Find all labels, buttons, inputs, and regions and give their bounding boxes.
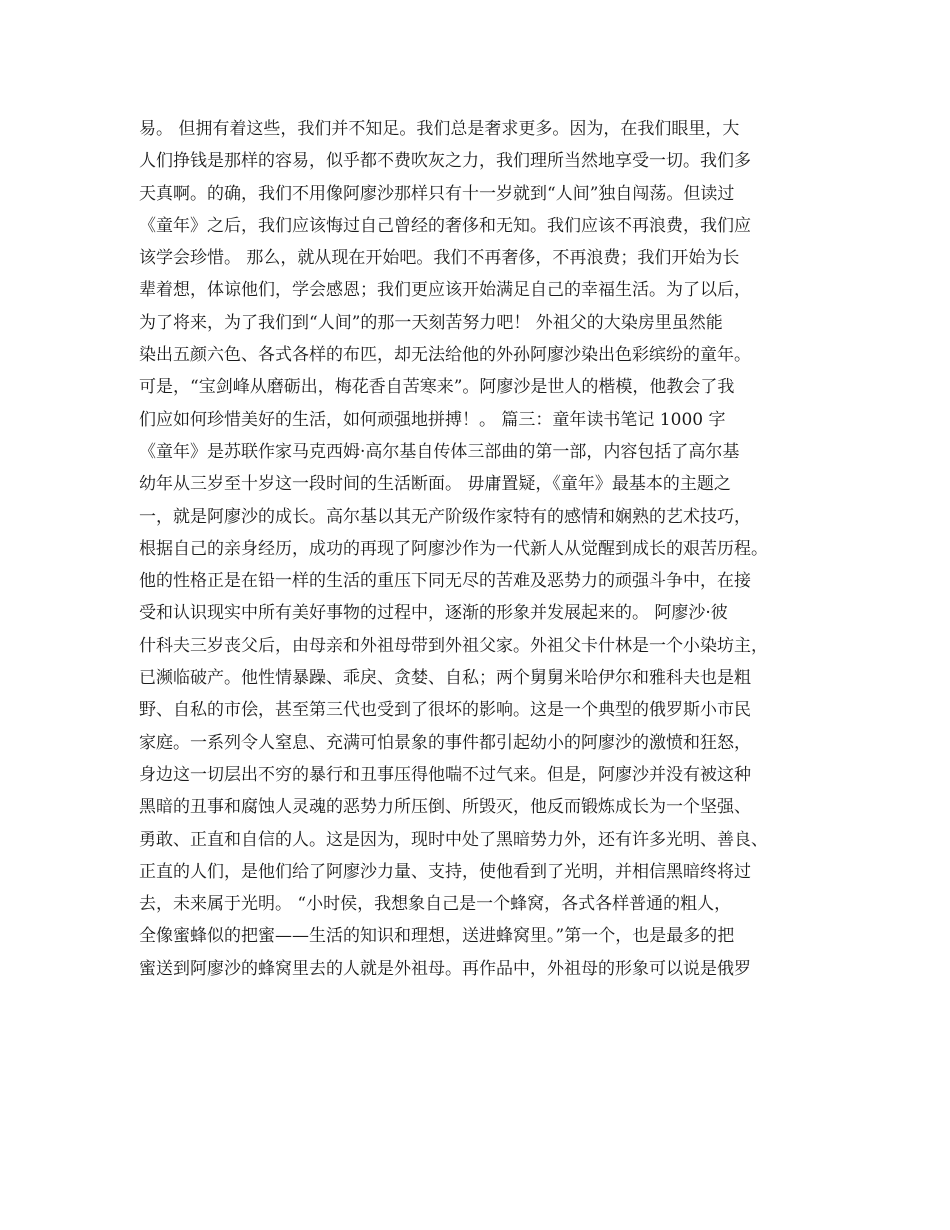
text-line: 染出五颜六色、各式各样的布匹，却无法给他的外孙阿廖沙染出色彩缤纷的童年。: [139, 345, 751, 366]
text-line: 辈着想，体谅他们，学会感恩；我们更应该开始满足自己的幸福生活。为了以后，: [139, 280, 751, 301]
text-line: 身边这一切层出不穷的暴行和丑事压得他喘不过气来。但是，阿廖沙并没有被这种: [139, 764, 751, 785]
text-line: 们应如何珍惜美好的生活，如何顽强地拼搏！。 篇三：童年读书笔记 1000 字: [139, 409, 726, 430]
text-line: 受和认识现实中所有美好事物的过程中，逐渐的形象并发展起来的。 阿廖沙·彼: [139, 603, 728, 624]
text-line: 易。 但拥有着这些，我们并不知足。我们总是奢求更多。因为，在我们眼里，大: [139, 119, 740, 139]
text-line: 正直的人们，是他们给了阿廖沙力量、支持，使他看到了光明，并相信黑暗终将过: [139, 861, 751, 882]
text-line: 家庭。一系列令人窒息、充满可怕景象的事件都引起幼小的阿廖沙的激愤和狂怒，: [139, 732, 751, 753]
text-line: 《童年》之后，我们应该悔过自己曾经的奢侈和无知。我们应该不再浪费，我们应: [139, 215, 751, 236]
text-line: 勇敢、正直和自信的人。这是因为，现时中处了黑暗势力外，还有许多光明、善良、: [139, 829, 768, 850]
text-line: 黑暗的丑事和腐蚀人灵魂的恶势力所压倒、所毁灭，他反而锻炼成长为一个坚强、: [139, 797, 751, 818]
text-line: 该学会珍惜。 那么，就从现在开始吧。我们不再奢侈，不再浪费；我们开始为长: [139, 248, 740, 269]
text-line: 去，未来属于光明。 “小时侯，我想象自己是一个蜂窝，各式各样普通的粗人，: [139, 894, 732, 915]
text-line: 根据自己的亲身经历，成功的再现了阿廖沙作为一代新人从觉醒到成长的艰苦历程。: [139, 538, 768, 559]
text-line: 已濒临破产。他性情暴躁、乖戾、贪婪、自私；两个舅舅米哈伊尔和雅科夫也是粗: [139, 668, 751, 689]
text-line: 全像蜜蜂似的把蜜——生活的知识和理想，送进蜂窝里。”第一个，也是最多的把: [139, 926, 735, 947]
text-line: 什科夫三岁丧父后，由母亲和外祖母带到外祖父家。外祖父卡什林是一个小染坊主，: [139, 635, 768, 656]
body-text: [139, 113, 829, 985]
text-line: 人们挣钱是那样的容易，似乎都不费吹灰之力，我们理所当然地享受一切。我们多: [139, 151, 751, 172]
text-line: 可是，“宝剑峰从磨砺出，梅花香自苦寒来”。阿廖沙是世人的楷模，他教会了我: [139, 377, 735, 398]
text-line: 他的性格正是在铅一样的生活的重压下同无尽的苦难及恶势力的顽强斗争中，在接: [139, 571, 751, 592]
text-line: 野、自私的市侩，甚至第三代也受到了很坏的影响。这是一个典型的俄罗斯小市民: [139, 700, 751, 721]
text-line: 《童年》是苏联作家马克西姆·高尔基自传体三部曲的第一部，内容包括了高尔基: [139, 441, 740, 462]
text-line: 一，就是阿廖沙的成长。高尔基以其无产阶级作家特有的感情和娴熟的艺术技巧，: [139, 506, 751, 527]
text-line: 天真啊。的确，我们不用像阿廖沙那样只有十一岁就到“人间”独自闯荡。但读过: [139, 183, 735, 204]
text-line: 为了将来，为了我们到“人间”的那一天刻苦努力吧！ 外祖父的大染房里虽然能: [139, 312, 723, 333]
text-line: 蜜送到阿廖沙的蜂窝里去的人就是外祖母。再作品中，外祖母的形象可以说是俄罗: [139, 958, 751, 979]
text-line: 幼年从三岁至十岁这一段时间的生活断面。 毋庸置疑，《童年》最基本的主题之: [139, 474, 731, 495]
